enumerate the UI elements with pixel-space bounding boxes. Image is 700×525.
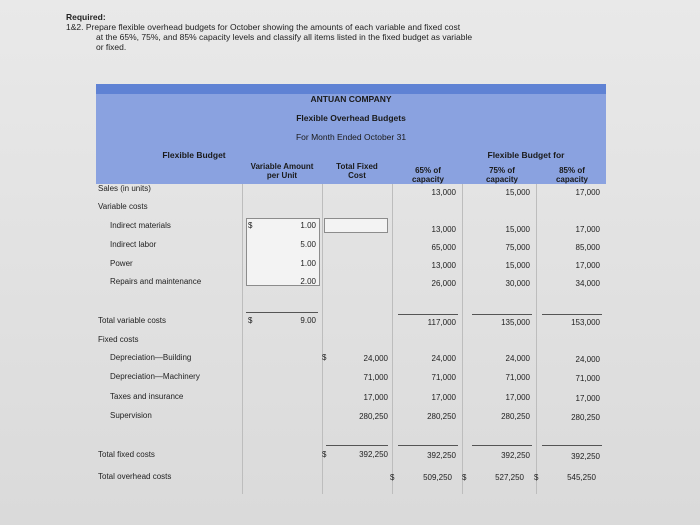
var-amount-header: [242, 162, 322, 180]
amount-85: 24,000: [575, 355, 600, 364]
fixed-cost: 280,250: [359, 412, 388, 421]
underline: [398, 445, 458, 446]
amount-65: 65,000: [431, 243, 456, 252]
amount-65: 13,000: [431, 261, 456, 270]
amount-85: 153,000: [571, 318, 600, 327]
header-band: [96, 84, 606, 184]
capacity-65-line2: capacity: [411, 175, 445, 184]
required-line-3: or fixed.: [96, 42, 127, 52]
amount-65: 392,250: [427, 451, 456, 460]
unit-cost: 1.00: [300, 259, 316, 268]
sales-65: 13,000: [431, 188, 456, 197]
dollar-sign: $: [390, 473, 395, 482]
amount-65: 117,000: [427, 318, 456, 327]
required-instructions: [66, 12, 472, 52]
row-label: Total overhead costs: [98, 472, 172, 481]
var-amount-line2: per Unit: [266, 171, 298, 180]
amount-65: 26,000: [431, 279, 456, 288]
fixed-cost: 24,000: [363, 354, 388, 363]
amount-75: 527,250: [495, 473, 524, 482]
amount-65: 13,000: [431, 225, 456, 234]
report-title: Flexible Overhead Budgets: [296, 113, 406, 123]
unit-cost-total: 9.00: [300, 316, 316, 325]
amount-85: 71,000: [575, 374, 600, 383]
amount-85: 17,000: [575, 225, 600, 234]
fixed-cost: 17,000: [363, 393, 388, 402]
amount-85: 545,250: [567, 473, 596, 482]
underline: [542, 445, 602, 446]
flexible-budget-label: Flexible Budget: [162, 150, 226, 160]
var-amount-line1: Variable Amount: [250, 162, 314, 171]
unit-cost: 5.00: [300, 240, 316, 249]
capacity-85-header: [542, 166, 602, 184]
amount-85: 17,000: [575, 394, 600, 403]
required-line-2: at the 65%, 75%, and 85% capacity levels and classify all items listed in the fixed budget as variable: [96, 32, 473, 42]
amount-65: 17,000: [431, 393, 456, 402]
grid-line: [536, 184, 537, 494]
row-label: Depreciation—Building: [110, 353, 192, 362]
row-label: Total variable costs: [98, 316, 167, 325]
underline: [472, 314, 532, 315]
amount-85: 280,250: [571, 413, 600, 422]
dollar-sign: $: [248, 221, 253, 230]
amount-65: 71,000: [431, 373, 456, 382]
grid-line: [392, 184, 393, 494]
row-label: Fixed costs: [98, 335, 139, 344]
amount-65: 509,250: [423, 473, 452, 482]
underline: [542, 314, 602, 315]
required-heading: Required:: [66, 12, 106, 22]
amount-85: 34,000: [575, 279, 600, 288]
flexible-budget-for-label: Flexible Budget for: [487, 150, 565, 160]
underline: [246, 312, 318, 313]
amount-75: 280,250: [501, 412, 530, 421]
amount-75: 17,000: [505, 393, 530, 402]
amount-75: 24,000: [505, 354, 530, 363]
amount-85: 17,000: [575, 261, 600, 270]
unit-cost: 2.00: [300, 277, 316, 286]
amount-75: 71,000: [505, 373, 530, 382]
capacity-75-line2: capacity: [485, 175, 519, 184]
capacity-85-line2: capacity: [555, 175, 589, 184]
row-label: Supervision: [110, 411, 152, 420]
amount-85: 85,000: [575, 243, 600, 252]
dollar-sign: $: [248, 316, 253, 325]
company-name: ANTUAN COMPANY: [310, 94, 392, 104]
amount-75: 15,000: [505, 261, 530, 270]
dollar-sign: $: [534, 473, 539, 482]
report-period: For Month Ended October 31: [295, 132, 407, 142]
row-label: Repairs and maintenance: [110, 277, 202, 286]
budget-worksheet: [96, 80, 606, 495]
amount-85: 392,250: [571, 452, 600, 461]
fixed-cost-total: 392,250: [359, 450, 388, 459]
sales-75: 15,000: [505, 188, 530, 197]
grid-line: [242, 184, 243, 494]
row-label: Depreciation—Machinery: [110, 372, 200, 381]
required-line-1: 1&2. Prepare flexible overhead budgets for October showing the amounts of each variable and fixed cost: [66, 22, 461, 32]
grid-line: [462, 184, 463, 494]
unit-cost: 1.00: [300, 221, 316, 230]
amount-75: 392,250: [501, 451, 530, 460]
dollar-sign: $: [322, 450, 327, 459]
capacity-65-line1: 65% of: [415, 166, 441, 175]
total-fixed-line2: Cost: [348, 171, 366, 180]
capacity-75-line1: 75% of: [489, 166, 515, 175]
capacity-75-header: [472, 166, 532, 184]
amount-65: 280,250: [427, 412, 456, 421]
dollar-sign: $: [322, 353, 327, 362]
fixed-cost: 71,000: [363, 373, 388, 382]
row-label: Variable costs: [98, 202, 148, 211]
amount-65: 24,000: [431, 354, 456, 363]
capacity-85-line1: 85% of: [559, 166, 585, 175]
total-fixed-header: [322, 162, 392, 180]
amount-75: 15,000: [505, 225, 530, 234]
fixed-input-box[interactable]: [324, 218, 388, 233]
header-top-band: [96, 84, 606, 94]
grid-line: [322, 184, 323, 494]
row-label: Total fixed costs: [98, 450, 155, 459]
row-label: Power: [110, 259, 133, 268]
sales-85: 17,000: [575, 188, 600, 197]
row-label: Indirect labor: [110, 240, 157, 249]
capacity-65-header: [398, 166, 458, 184]
amount-75: 75,000: [505, 243, 530, 252]
row-label: Taxes and insurance: [110, 392, 184, 401]
total-fixed-line1: Total Fixed: [336, 162, 378, 171]
row-label: Indirect materials: [110, 221, 171, 230]
underline: [326, 445, 388, 446]
amount-75: 30,000: [505, 279, 530, 288]
underline: [472, 445, 532, 446]
underline: [398, 314, 458, 315]
dollar-sign: $: [462, 473, 467, 482]
amount-75: 135,000: [501, 318, 530, 327]
row-label: Sales (in units): [98, 184, 151, 193]
